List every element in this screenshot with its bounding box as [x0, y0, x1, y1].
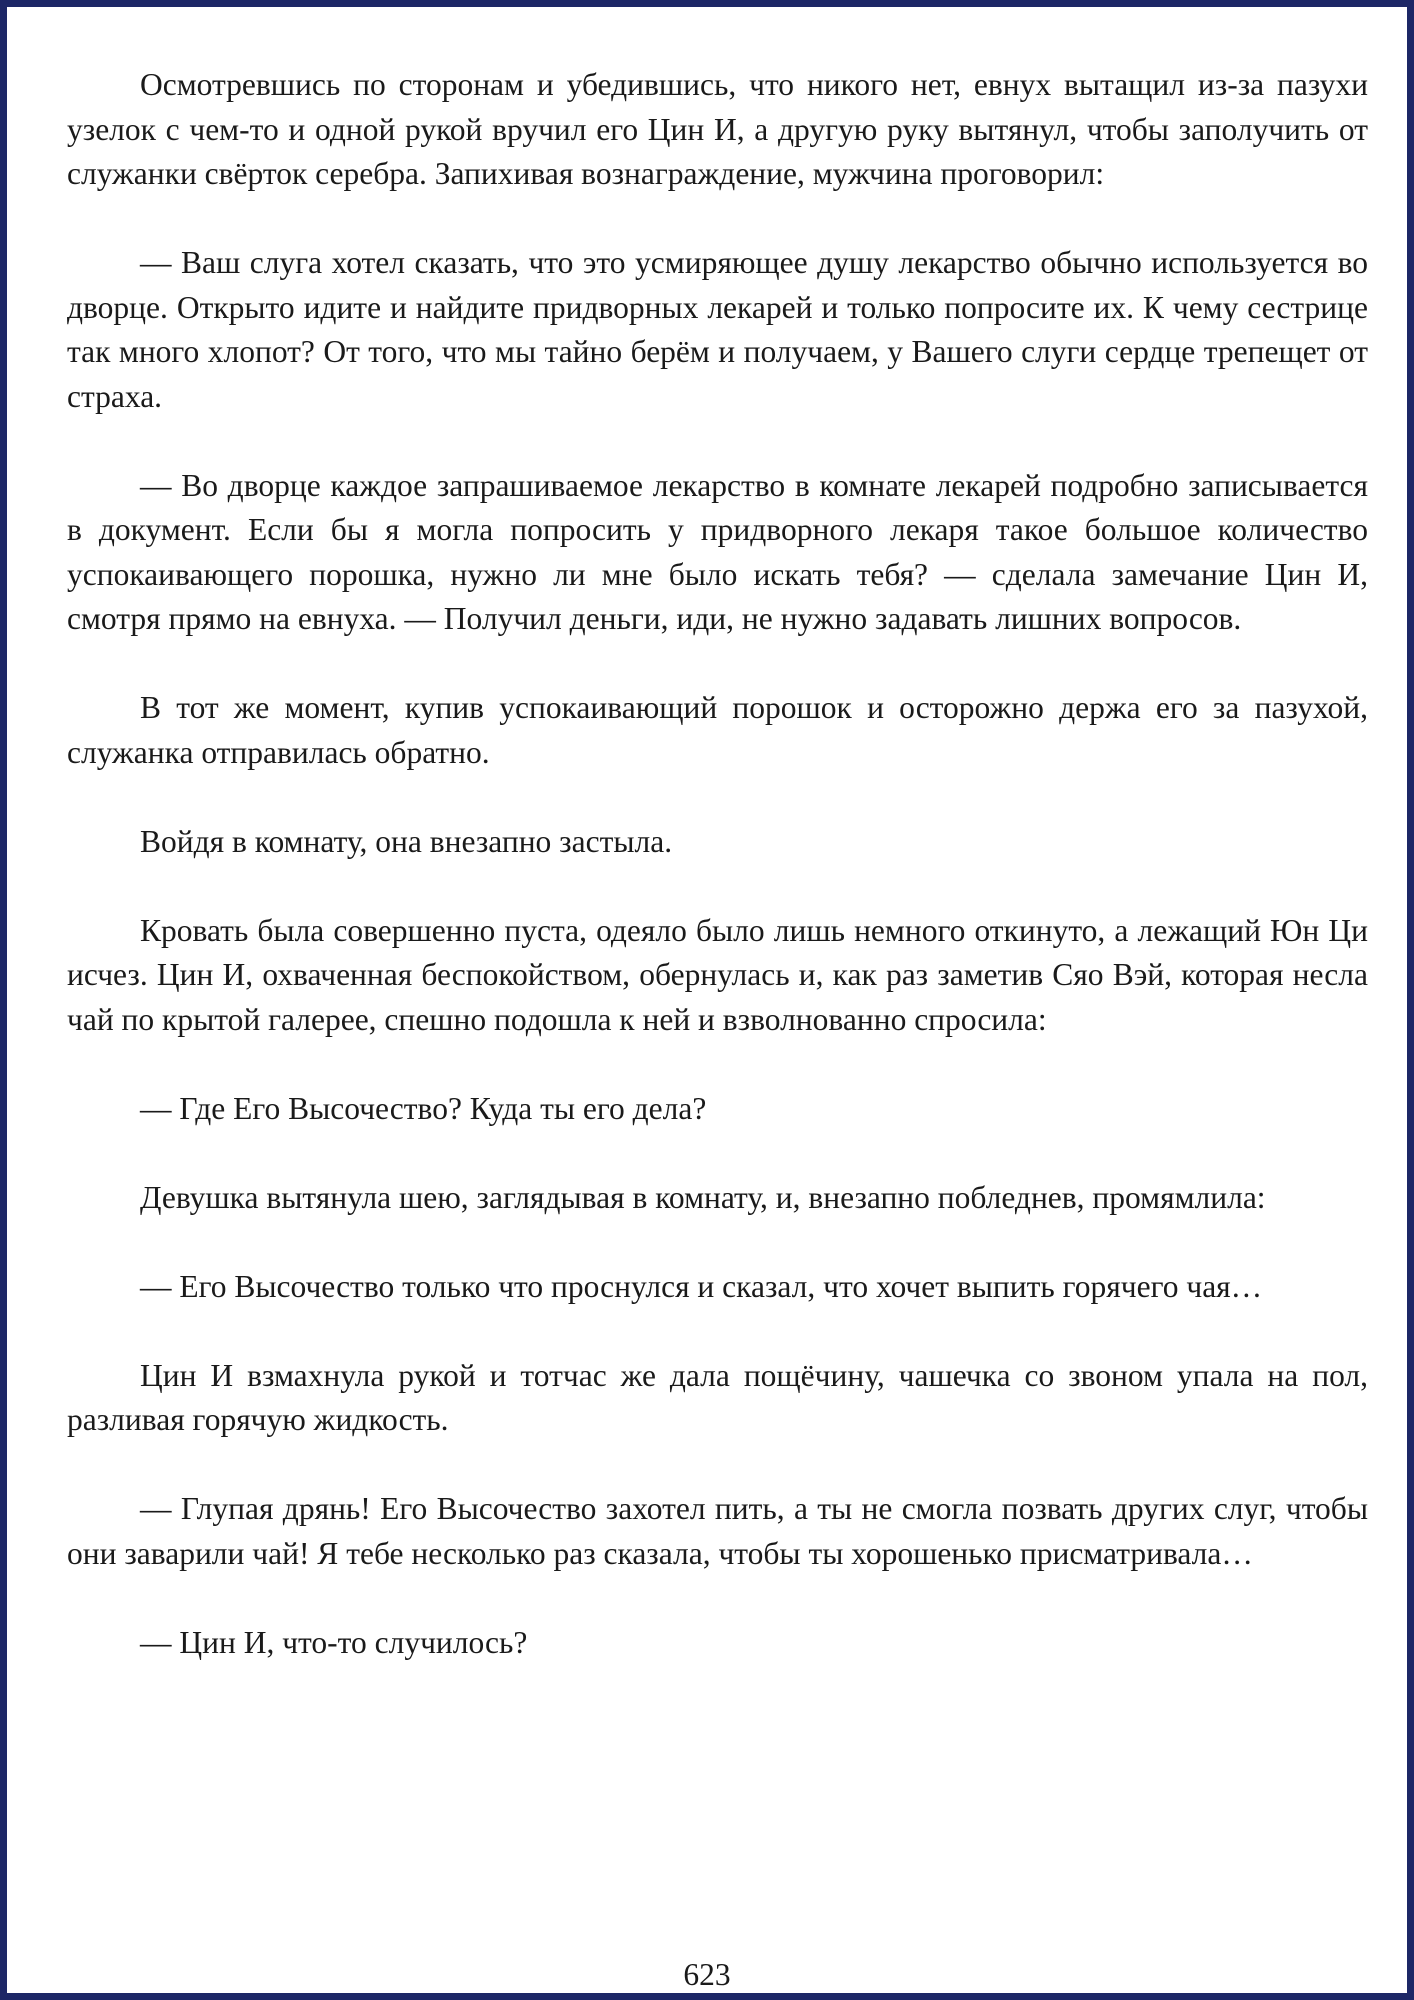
paragraph-8: Девушка вытянула шею, заглядывая в комнату, и, внезапно побледнев, промямлила:	[140, 1179, 1266, 1215]
paragraph-10: Цин И взмахнула рукой и тотчас же дала пощёчину, чашечка со звоном упала на пол, разливая горячую жидкость.	[67, 1357, 1368, 1437]
paragraph-6: Кровать была совершенно пуста, одеяло было лишь немного откинуто, а лежащий Юн Ци исчез. Цин И, охваченная беспокойством, обернулась и, как раз заметив Сяо Вэй, которая несла чай по крытой галерее, спешно подошла к ней и взволнованно спросила:	[67, 912, 1368, 1037]
page-text	[67, 63, 1368, 1665]
paragraph-4: В тот же момент, купив успокаивающий порошок и осторожно держа его за пазухой, служанка отправилась обратно.	[67, 690, 1368, 770]
paragraph-2: — Ваш слуга хотел сказать, что это усмиряющее душу лекарство обычно используется во дворце. Открыто идите и найдите придворных лекарей и только попросите их. К чему сестрице так много хлопот? От того, что мы тайно берём и получаем, у Вашего слуги сердце трепещет от страха.	[67, 245, 1368, 414]
paragraph-1: Осмотревшись по сторонам и убедившись, что никого нет, евнух вытащил из-за пазухи узелок с чем-то и одной рукой вручил его Цин И, а другую руку вытянул, чтобы заполучить от служанки свёрток серебра. Запихивая вознаграждение, мужчина проговорил:	[67, 67, 1368, 191]
paragraph-12: — Цин И, что-то случилось?	[140, 1624, 528, 1660]
paragraph-7: — Где Его Высочество? Куда ты его дела?	[140, 1090, 707, 1126]
paragraph-5: Войдя в комнату, она внезапно застыла.	[140, 823, 673, 859]
page-number: 623	[683, 1957, 731, 1992]
paragraph-3: — Во дворце каждое запрашиваемое лекарство в комнате лекарей подробно записывается в документ. Если бы я могла попросить у придворного лекаря такое большое количество успокаивающего порошка, нужно ли мне было искать тебя? — сделала замечание Цин И, смотря прямо на евнуха. — Получил деньги, иди, не нужно задавать лишних вопросов.	[67, 467, 1368, 636]
paragraph-11: — Глупая дрянь! Его Высочество захотел пить, а ты не смогла позвать других слуг, чтобы они заварили чай! Я тебе несколько раз сказала, чтобы ты хорошенько присматривала…	[67, 1491, 1368, 1571]
paragraph-9: — Его Высочество только что проснулся и сказал, что хочет выпить горячего чая…	[140, 1268, 1263, 1304]
